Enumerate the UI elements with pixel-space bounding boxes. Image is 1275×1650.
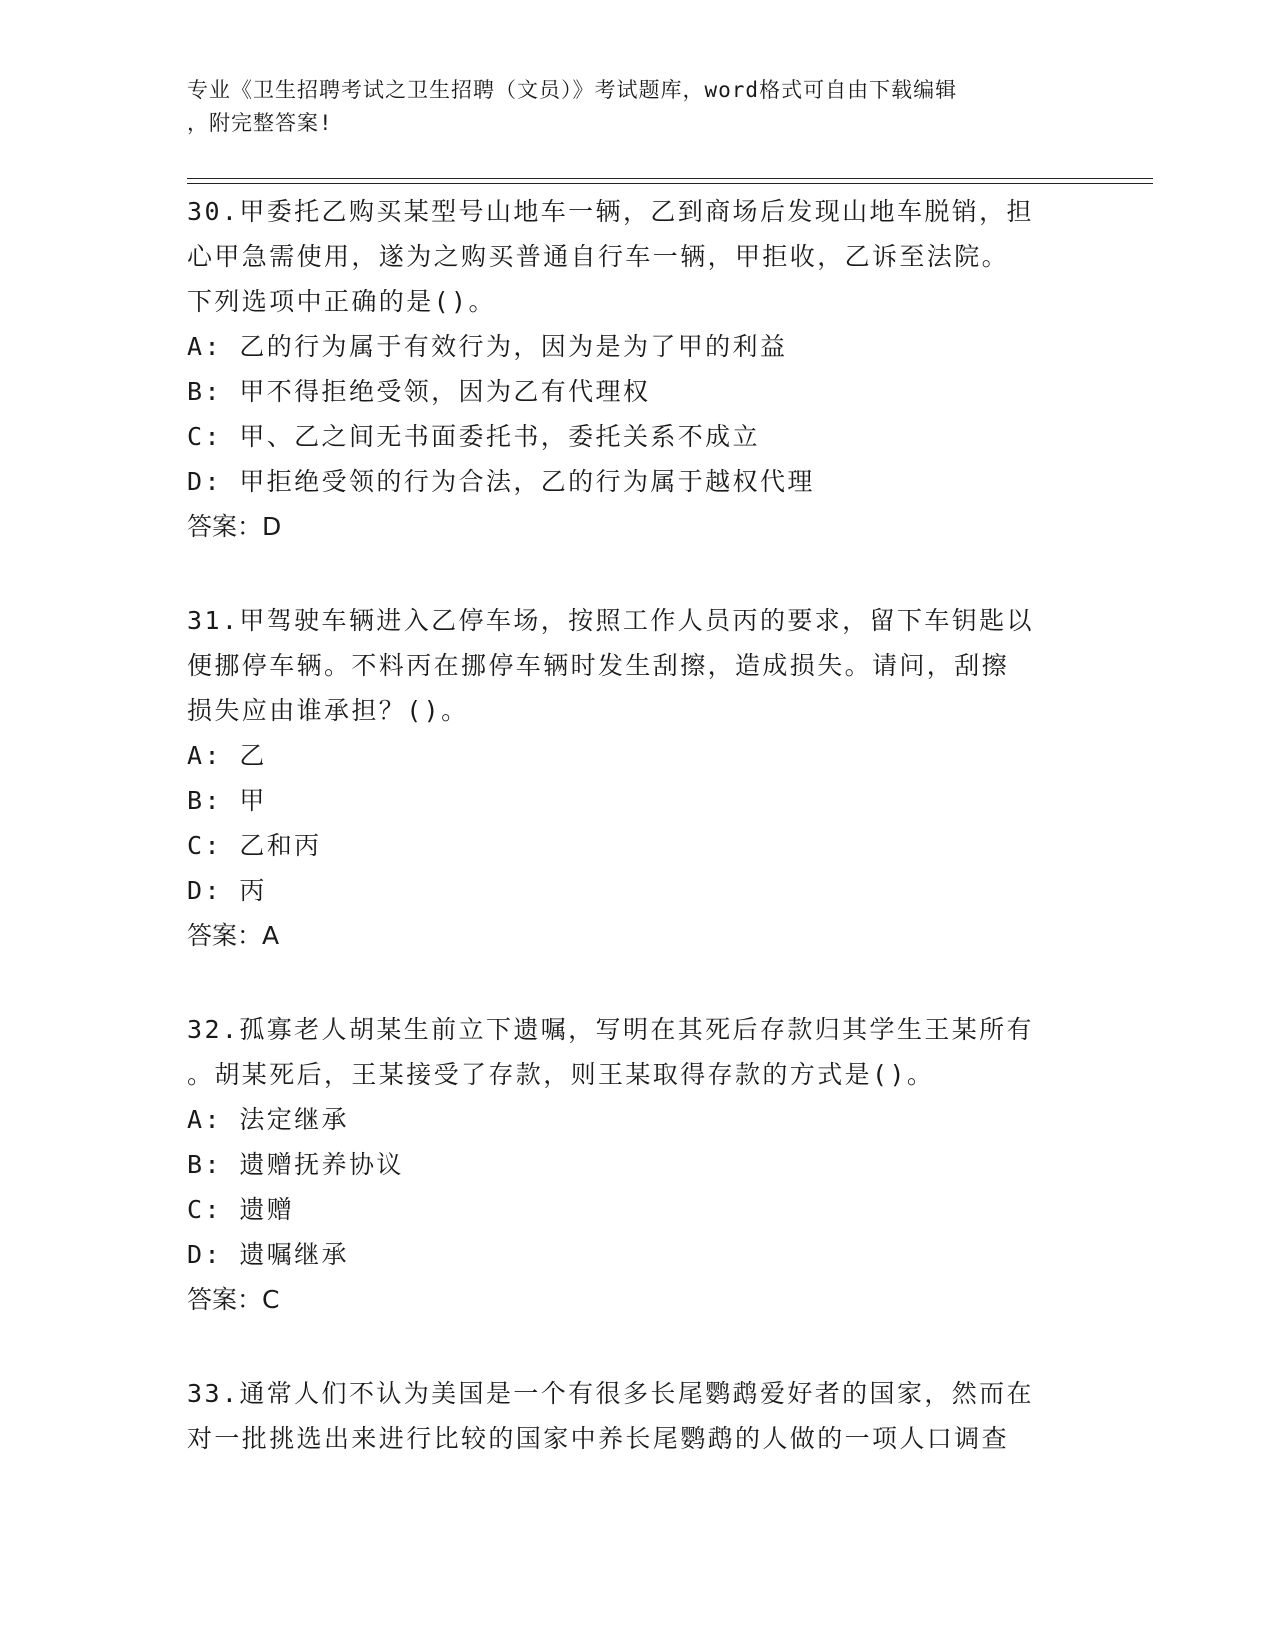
option-d: D: 甲拒绝受领的行为合法，乙的行为属于越权代理 (187, 467, 815, 496)
question-stem-line: 。胡某死后，王某接受了存款，则王某取得存款的方式是()。 (187, 1060, 935, 1089)
header-divider-bottom (187, 183, 1153, 184)
document-header (187, 74, 1077, 140)
question-stem-line: 下列选项中正确的是()。 (187, 287, 496, 316)
option-a: A: 乙 (187, 741, 267, 770)
option-c: C: 甲、乙之间无书面委托书，委托关系不成立 (187, 422, 760, 451)
option-b: B: 遗赠抚养协议 (187, 1150, 404, 1179)
question-32 (187, 1007, 1087, 1322)
question-31 (187, 598, 1087, 958)
option-c: C: 遗赠 (187, 1195, 295, 1224)
option-c: C: 乙和丙 (187, 831, 322, 860)
answer-label: 答案：A (187, 921, 280, 950)
question-stem-line: 31.甲驾驶车辆进入乙停车场，按照工作人员丙的要求，留下车钥匙以 (187, 606, 1034, 635)
answer-label: 答案：D (187, 512, 282, 541)
question-stem-line: 对一批挑选出来进行比较的国家中养长尾鹦鹉的人做的一项人口调查 (187, 1424, 1010, 1453)
question-stem-line: 便挪停车辆。不料丙在挪停车辆时发生刮擦，造成损失。请问，刮擦 (187, 651, 1010, 680)
option-b: B: 甲不得拒绝受领，因为乙有代理权 (187, 377, 651, 406)
option-d: D: 遗嘱继承 (187, 1240, 349, 1269)
option-b: B: 甲 (187, 786, 267, 815)
answer-label: 答案：C (187, 1285, 280, 1314)
option-a: A: 乙的行为属于有效行为，因为是为了甲的利益 (187, 332, 788, 361)
question-stem-line: 心甲急需使用，遂为之购买普通自行车一辆，甲拒收，乙诉至法院。 (187, 242, 1010, 271)
question-stem-line: 30.甲委托乙购买某型号山地车一辆，乙到商场后发现山地车脱销，担 (187, 197, 1034, 226)
question-stem-line: 32.孤寡老人胡某生前立下遗嘱，写明在其死后存款归其学生王某所有 (187, 1015, 1034, 1044)
header-divider-top (187, 178, 1153, 179)
header-line-2: ，附完整答案! (187, 111, 333, 135)
question-stem-line: 33.通常人们不认为美国是一个有很多长尾鹦鹉爱好者的国家，然而在 (187, 1379, 1034, 1408)
question-30 (187, 189, 1087, 549)
header-line-1: 专业《卫生招聘考试之卫生招聘（文员）》考试题库，word格式可自由下载编辑 (187, 78, 958, 102)
option-d: D: 丙 (187, 876, 267, 905)
option-a: A: 法定继承 (187, 1105, 349, 1134)
question-stem-line: 损失应由谁承担？()。 (187, 696, 469, 725)
question-33 (187, 1371, 1087, 1461)
